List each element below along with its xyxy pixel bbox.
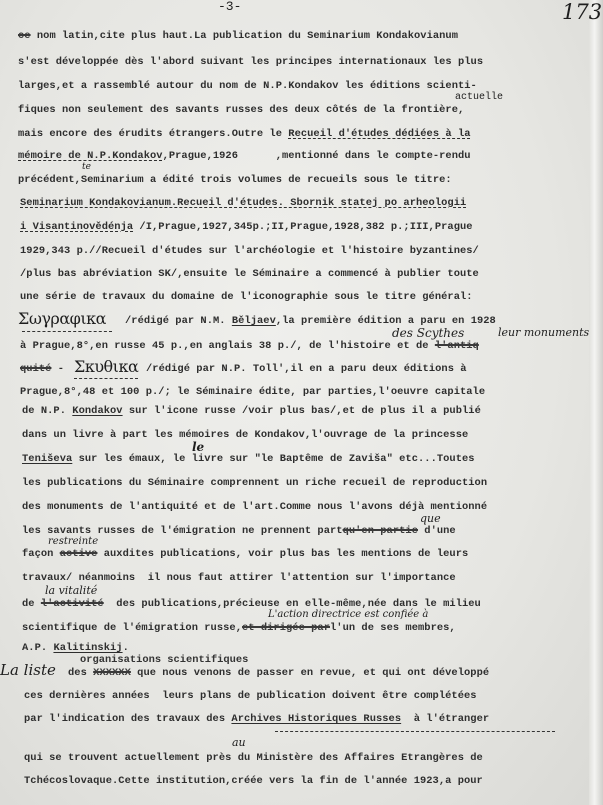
line-31: Tchécoslovaque.Cette institution,créée vers la fin de l'année 1923,a pour — [24, 775, 483, 787]
handwritten-la-liste: La liste — [0, 661, 56, 679]
line-19: les publications du Séminaire comprennent un riche recueil de reproduction — [22, 477, 488, 489]
underlined-title: mémoire de N.P.Kondakov — [18, 150, 163, 162]
line-22 — [22, 548, 468, 560]
struck-text: quité — [20, 363, 52, 375]
struck-text: l'activité — [40, 598, 104, 610]
line-text: scientifique de l'émigration russe, — [22, 622, 242, 634]
line-text: sur les émaux, le livre sur "le Baptême de Zaviša" etc...Toutes — [72, 453, 475, 465]
folio-number: 173 — [562, 0, 603, 24]
line-28: ces dernières années leurs plans de publication doivent être complétées — [24, 690, 477, 702]
line-27 — [68, 667, 489, 679]
line-8 — [20, 221, 473, 233]
annotation-action-directrice: L'action directrice est confiée à — [268, 609, 429, 620]
line-text: d'une — [418, 525, 456, 537]
underlined-title: i Visantinovědénja — [20, 221, 134, 233]
line-18 — [22, 453, 475, 465]
line-text: de — [22, 598, 41, 610]
line-text: /rédigé par N.M. — [125, 315, 232, 327]
struck-text: qu'en partie — [342, 525, 418, 537]
line-26 — [22, 642, 129, 654]
line-text: à l'étranger — [401, 713, 490, 725]
dashed-underline — [22, 331, 112, 332]
page-number: -3- — [218, 0, 242, 14]
line-6: précédent,Seminarium a édité trois volumes de recueils sous le titre: — [18, 174, 452, 186]
line-text: nom latin,cite plus haut.La publication du Seminarium Kondakovianum — [36, 30, 458, 42]
line-5 — [18, 150, 471, 162]
line-0 — [18, 30, 458, 42]
underlined-name: Archives Historiques Russes — [231, 713, 402, 725]
line-10: /plus bas abréviation SK/,ensuite le Séminaire a commencé à publier toute — [20, 268, 479, 280]
line-14 — [20, 363, 70, 375]
line-text: à Prague,8°,en russe 45 p.,en anglais 38 p./, de l'histoire et de — [20, 340, 435, 352]
line-text: . — [122, 642, 129, 654]
underlined-name: Teniševa — [22, 453, 73, 465]
annotation-que: que — [420, 512, 441, 525]
annotation-organisations: organisations scientifiques — [80, 654, 249, 666]
line-text: ,la première édition a paru en 1928 — [275, 315, 496, 327]
page-edge — [589, 0, 603, 805]
annotation-actuelle: actuelle — [455, 92, 504, 103]
line-text: des publications,précieuse en elle-même,née dans le milieu — [103, 598, 481, 610]
line-text: auxdites publications, voir plus bas les mentions de leurs — [97, 548, 469, 560]
line-text: l'un de ses membres, — [330, 622, 456, 634]
annotation-au: au — [232, 736, 246, 749]
line-29 — [24, 713, 489, 725]
dashed-underline — [275, 731, 555, 732]
greek-title-zographika: Σωγραφικα — [18, 309, 106, 328]
line-17: dans un livre à part les mémoires de Kondakov,l'ouvrage de la princesse — [22, 429, 469, 441]
annotation-leur-monuments: leur monuments — [498, 326, 590, 339]
annotation-des-scythes: des Scythes — [392, 326, 465, 340]
annotation-restreinte: restreinte — [48, 536, 99, 547]
line-9: 1929,343 p.//Recueil d'études sur l'archéologie et l'histoire byzantines/ — [20, 245, 479, 257]
line-text: que nous venons de passer en revue, et qui ont développé — [130, 667, 490, 679]
dashed-underline — [74, 378, 138, 379]
underlined-title: Recueil d'études dédiées à la — [288, 128, 471, 140]
line-text: A.P. — [22, 642, 54, 654]
line-text: par l'indication des travaux des — [24, 713, 232, 725]
annotation-la-vitalite: la vitalité — [45, 584, 98, 597]
struck-text: l'antiq — [434, 340, 479, 352]
line-23: travaux/ néanmoins il nous faut attirer l'attention sur l'importance — [22, 572, 456, 584]
struck-text: et dirigée par — [242, 622, 330, 634]
annotation-te: te — [82, 162, 91, 172]
line-text: des — [68, 667, 94, 679]
line-20: des monuments de l'antiquité et de l'art.Comme nous l'avons déjà mentionné — [22, 501, 488, 513]
line-text: de N.P. — [22, 405, 73, 417]
line-7: Seminarium Kondakovianum.Recueil d'études. Sbornik statej po arheologii — [20, 197, 467, 209]
line-text: ,Prague,1926 ,mentionné dans le compte-rendu — [162, 150, 471, 162]
annotation-le: le — [192, 440, 205, 454]
line-25 — [22, 622, 456, 634]
line-4 — [18, 128, 471, 140]
line-3: fiques non seulement des savants russes des deux côtés de la frontière, — [18, 104, 465, 116]
line-2: larges,et a rassemblé autour du nom de N.P.Kondakov les éditions scienti- — [18, 80, 477, 92]
struck-text: XXXXXX — [93, 667, 131, 679]
line-text: /I,Prague,1927,345p.;II,Prague,1928,382 p.;III,Prague — [133, 221, 473, 233]
underlined-name: Kalitinskij — [53, 642, 123, 654]
struck-text: active — [59, 548, 98, 560]
struck-mark: ce — [18, 30, 31, 42]
line-1: s'est développée dès l'abord suivant les principes internationaux les plus — [18, 56, 484, 68]
greek-title-skythika: Σκυθικα — [74, 357, 139, 376]
underlined-name: Kondakov — [72, 405, 123, 417]
line-30: qui se trouvent actuellement près du Ministère des Affaires Etrangères de — [24, 752, 483, 764]
line-text: - — [51, 363, 71, 375]
underlined-name: Běljaev — [231, 315, 276, 327]
line-15: Prague,8°,48 et 100 p./; le Séminaire édite, par parties,l'oeuvre capitale — [20, 386, 486, 398]
line-text: les savants russes de l'émigration ne prennent part — [22, 525, 343, 537]
line-text: sur l'icone russe /voir plus bas/,et de plus il a publié — [122, 405, 481, 417]
line-16 — [22, 405, 481, 417]
line-13 — [20, 340, 479, 352]
line-14-rest: /rédigé par N.P. Toll',il en a paru deux éditions à — [146, 363, 467, 375]
line-text: mais encore des érudits étrangers.Outre le — [18, 128, 289, 140]
line-text: façon — [22, 548, 60, 560]
line-11: une série de travaux du domaine de l'iconographie sous le titre général: — [20, 291, 473, 303]
